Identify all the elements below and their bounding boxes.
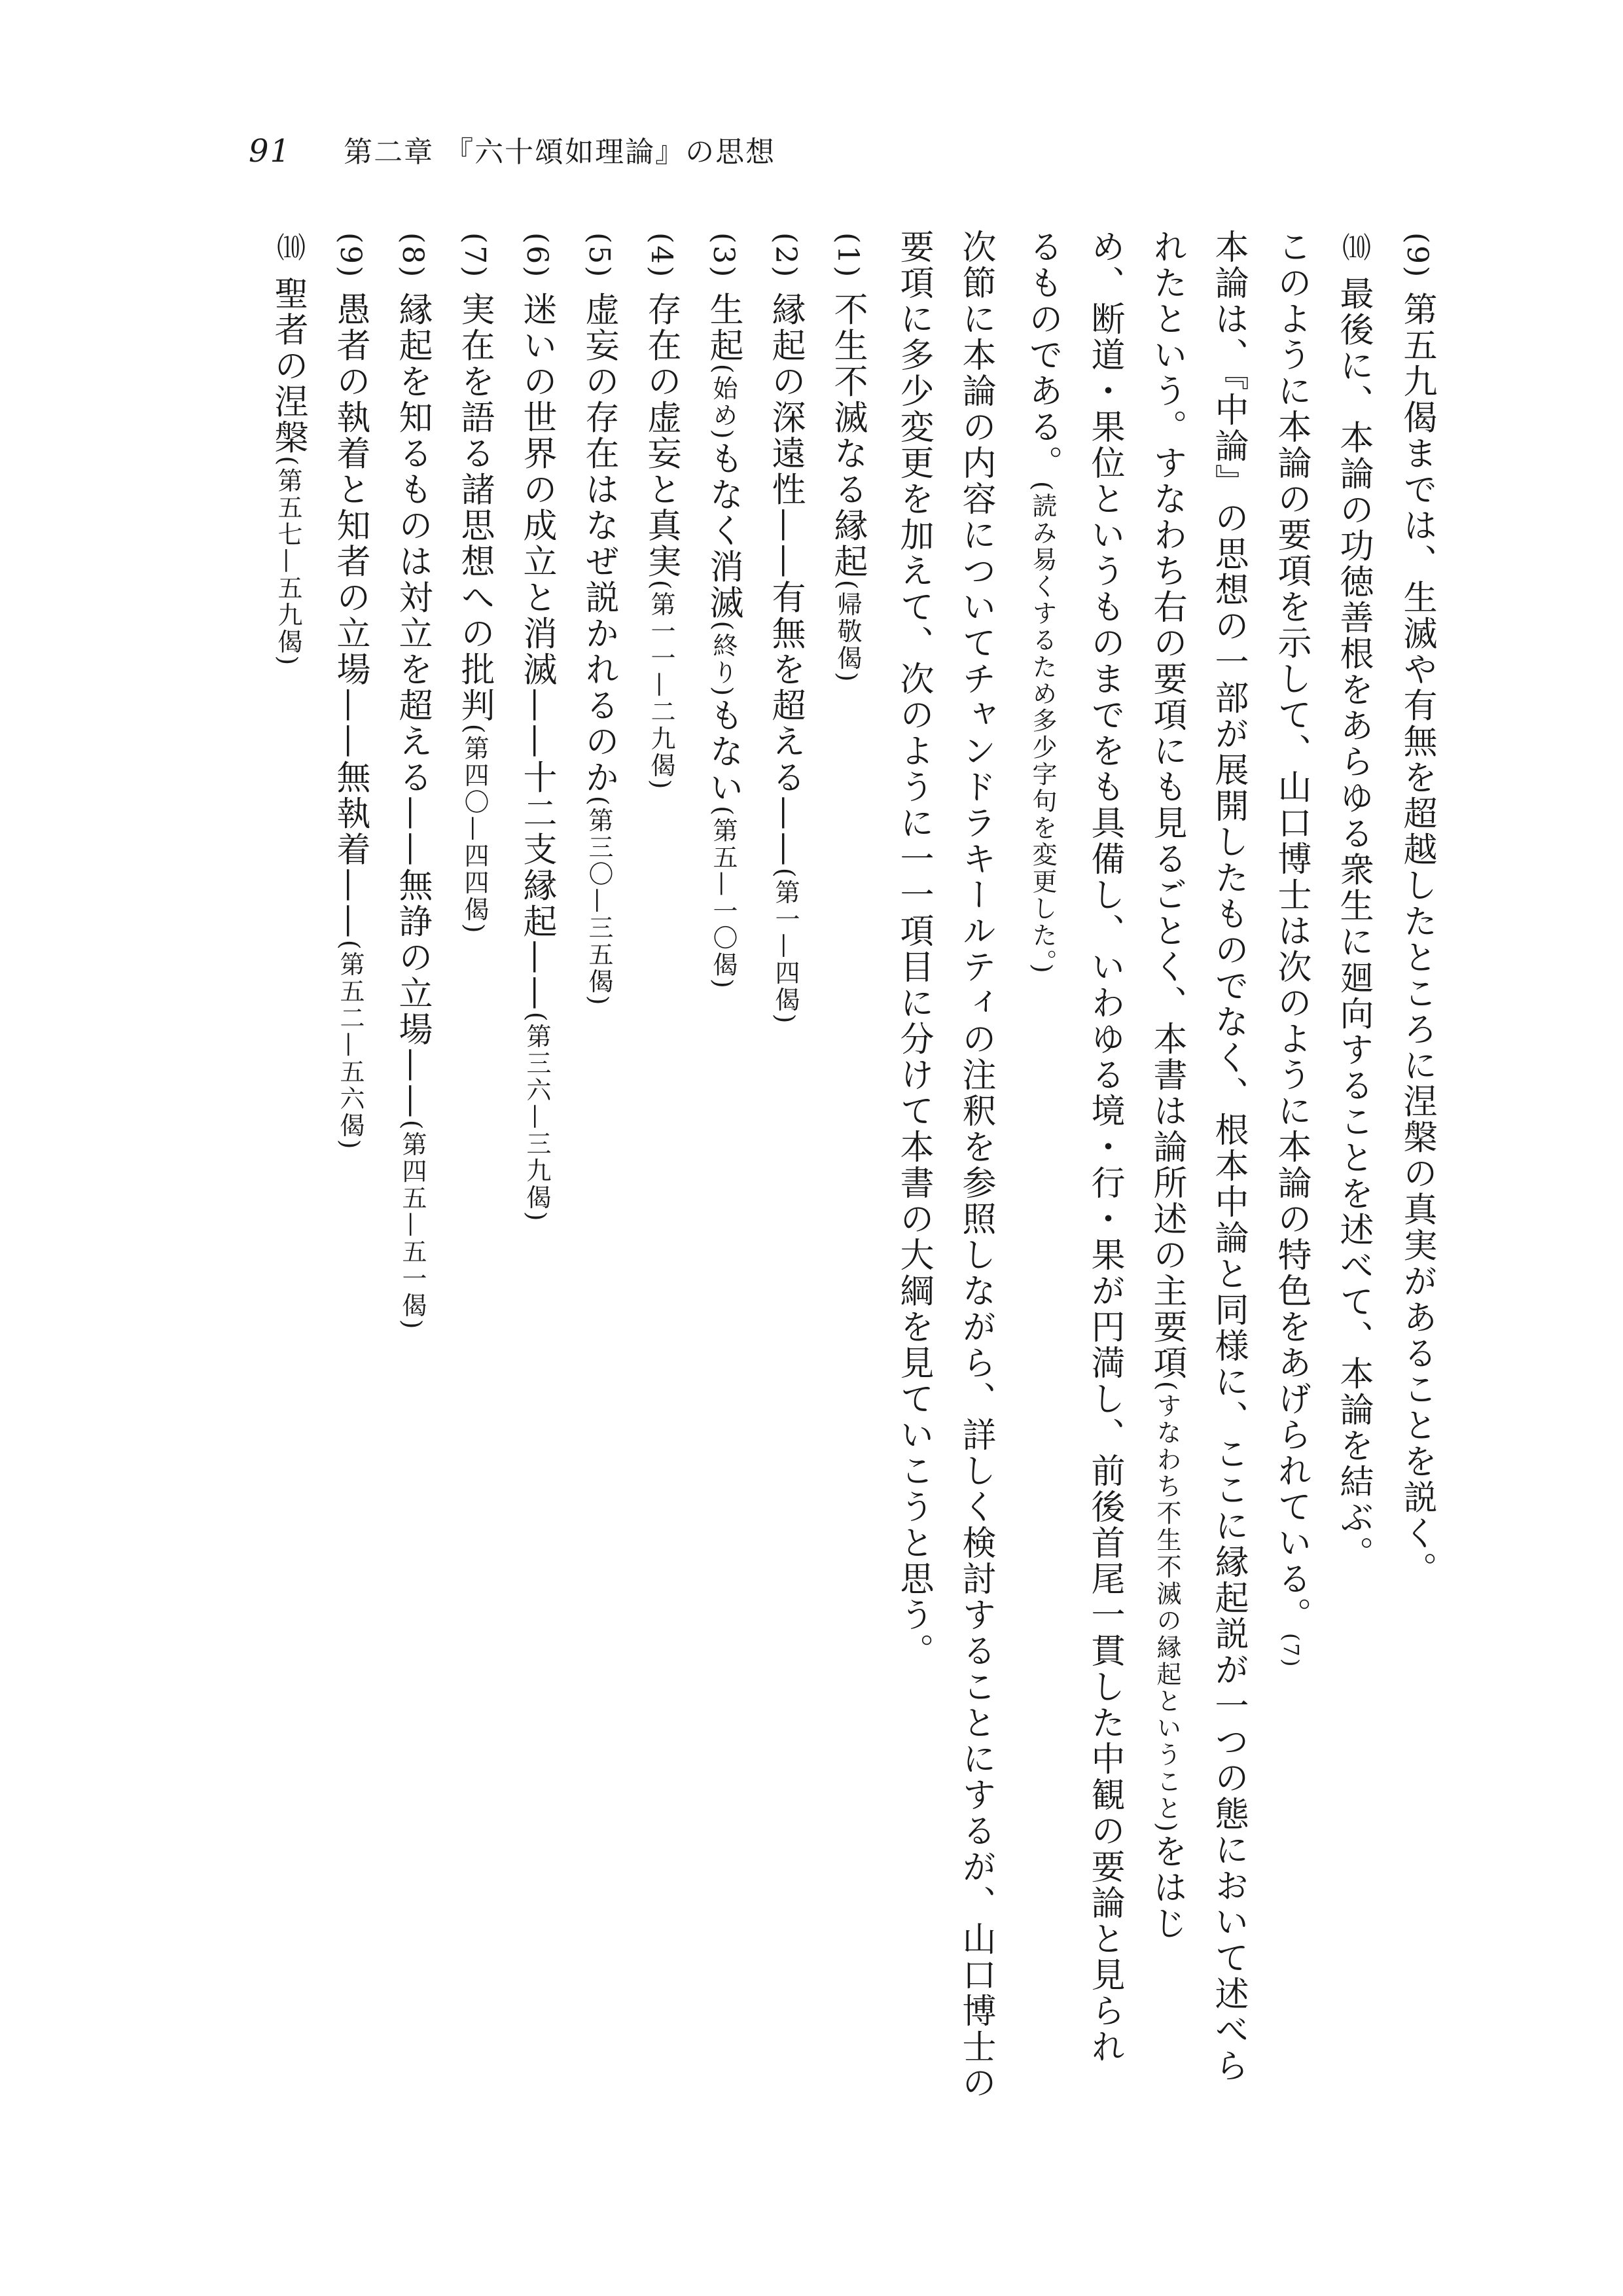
outline-title: 虚妄の存在はなぜ説かれるのか [579, 291, 618, 796]
outline-item-6 [501, 232, 573, 2229]
item-marker: (5) [582, 232, 616, 279]
paragraph-text: 本論は、『中論』の思想の一部が展開したものでなく、根本中論と同様に、ここに縁起説が一つの態において述べら [1209, 229, 1248, 2084]
outline-title: 存在の虚妄と真実 [641, 291, 681, 580]
outline-item-1 [812, 232, 883, 2229]
item-marker: ⑽ [1337, 232, 1370, 263]
parenthetical: (始め) [709, 363, 738, 441]
outline-title: もない [704, 698, 743, 806]
page-header [249, 128, 776, 168]
paragraph-next-line-2 [878, 229, 950, 2225]
paragraph-text: このように本論の要項を示して、山口博士は次のように本論の特色をあげられている。 [1272, 229, 1311, 1633]
outline-title: 聖者の涅槃 [268, 276, 308, 456]
item-marker: (6) [520, 232, 554, 279]
outline-ref: (第五—一〇偈) [709, 806, 738, 990]
outline-ref: (第四五—五一偈) [398, 1119, 427, 1331]
outline-item-2 [749, 232, 821, 2229]
outline-item-3 [687, 232, 759, 2229]
outline-item-10 [252, 232, 324, 2229]
outline-ref: (第一—四偈) [771, 867, 800, 1026]
paragraph-summary [1255, 229, 1327, 2225]
outline-title: 迷いの世界の成立と消滅——十二支縁起—— [517, 291, 556, 1012]
outline-ref: (第三〇—三五偈) [584, 795, 613, 1007]
chapter-title: 第二章 『六十頌如理論』の思想 [344, 135, 776, 169]
outline-ref: (第五二—五六偈) [336, 939, 365, 1151]
item-marker: (1) [831, 232, 865, 279]
item-marker: (7) [458, 232, 491, 279]
parenthetical: (すなわち不生不滅の縁起ということ) [1152, 1381, 1181, 1834]
outline-title: 生起 [704, 291, 743, 364]
paragraph-text: れたという。すなわち右の要項にも見るごとく、本書は論所述の主要項 [1147, 229, 1186, 1381]
item-marker: (3) [707, 232, 740, 279]
outline-ref: (第三六—三九偈) [522, 1011, 551, 1223]
item-marker: (9) [334, 232, 367, 279]
outline-item-8 [376, 232, 448, 2229]
item-marker: (4) [645, 232, 678, 279]
parenthetical: (読み易くするため多少字句を変更した。) [1028, 481, 1057, 975]
paragraph-quote-line-1 [1192, 229, 1264, 2225]
paragraph-text: 最後に、本論の功徳善根をあらゆる衆生に廻向することを述べて、本論を結ぶ。 [1334, 276, 1373, 1572]
item-marker: (2) [769, 232, 802, 279]
footnote-ref: (7) [1279, 1633, 1304, 1669]
paragraph-quote-line-4 [1007, 229, 1079, 2225]
outline-ref: (第四〇—四四偈) [460, 723, 489, 935]
outline-item-5 [563, 232, 635, 2229]
paragraph-text: 次節に本論の内容についてチャンドラキールティの注釈を参照しながら、詳しく検討することにするが、山口博士の [956, 229, 995, 2101]
paragraph-text: 要項に多少変更を加えて、次のように一一項目に分けて本書の大綱を見ていこうと思う。 [894, 229, 933, 1669]
outline-title: 不生不滅なる縁起 [828, 291, 867, 580]
outline-item-4 [625, 232, 697, 2229]
outline-title: 愚者の執着と知者の立場——無執着—— [330, 291, 370, 940]
paragraph-quote-line-2 [1131, 229, 1203, 2225]
item-marker: (9) [1400, 232, 1434, 279]
paragraph-text: をはじ [1147, 1833, 1186, 1942]
paragraph-text: 第五九偈までは、生滅や有無を超越したところに涅槃の真実があることを説く。 [1397, 291, 1436, 1588]
parenthetical: (終り) [709, 620, 738, 698]
outline-ref: (第一一—二九偈) [647, 579, 675, 791]
outline-title: 縁起を知るものは対立を超える——無諍の立場—— [393, 291, 432, 1120]
item-marker: (8) [396, 232, 429, 279]
outline-title: 縁起の深遠性——有無を超える—— [766, 291, 805, 868]
page-number: 91 [249, 133, 292, 170]
paragraph-text: め、断道・果位というものまでをも具備し、いわゆる境・行・果が円満し、前後首尾一貫した中観の要論と見られ [1085, 229, 1124, 2065]
paragraph-next-line-1 [940, 229, 1012, 2225]
paragraph-10 [1317, 232, 1389, 2229]
outline-title: もなく消滅 [704, 440, 743, 621]
outline-ref: (帰敬偈) [833, 579, 862, 684]
paragraph-text: るものである。 [1023, 229, 1062, 481]
item-marker: ⑽ [272, 232, 305, 263]
outline-item-9 [314, 232, 386, 2229]
paragraph-9 [1381, 232, 1453, 2229]
outline-ref: (第五七—五九偈) [274, 456, 302, 668]
outline-title: 実在を語る諸思想への批判 [455, 291, 494, 724]
outline-item-7 [438, 232, 510, 2229]
paragraph-quote-line-3 [1069, 229, 1141, 2225]
